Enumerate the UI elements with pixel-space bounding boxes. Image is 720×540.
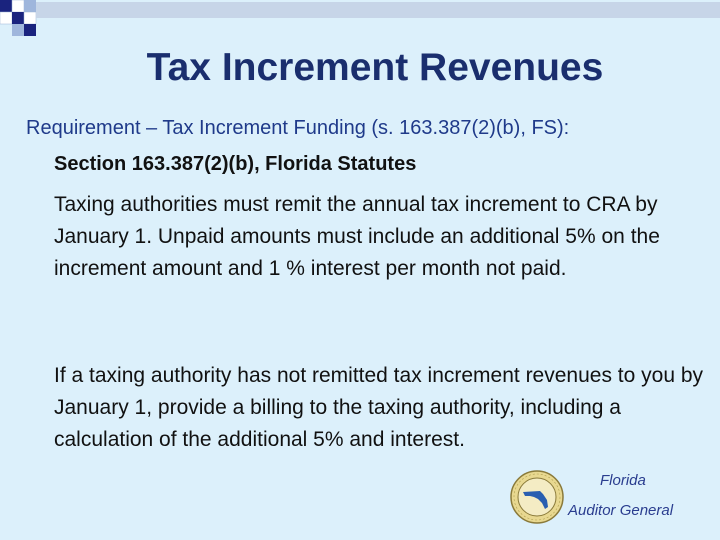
body-paragraph-2: If a taxing authority has not remitted tax increment revenues to you by January 1, provide a billing to the taxing authority, including a calculation of the additional 5% and interest. [54,364,704,451]
logo-text-auditor-general: Auditor General [568,502,674,519]
square-pattern-icon [0,0,720,40]
slide-title: Tax Increment Revenues [146,46,604,89]
header-decoration [0,0,720,40]
section-heading: Section 163.387(2)(b), Florida Statutes [54,153,417,175]
requirement-heading: Requirement – Tax Increment Funding (s. 163.387(2)(b), FS): [26,117,570,139]
body-paragraph-1: Taxing authorities must remit the annual tax increment to CRA by January 1. Unpaid amounts must include an additional 5% on the increment amount and 1 % interest per month not paid. [54,193,660,280]
logo-text-florida: Florida [600,472,646,489]
florida-state-seal-icon [510,470,564,524]
